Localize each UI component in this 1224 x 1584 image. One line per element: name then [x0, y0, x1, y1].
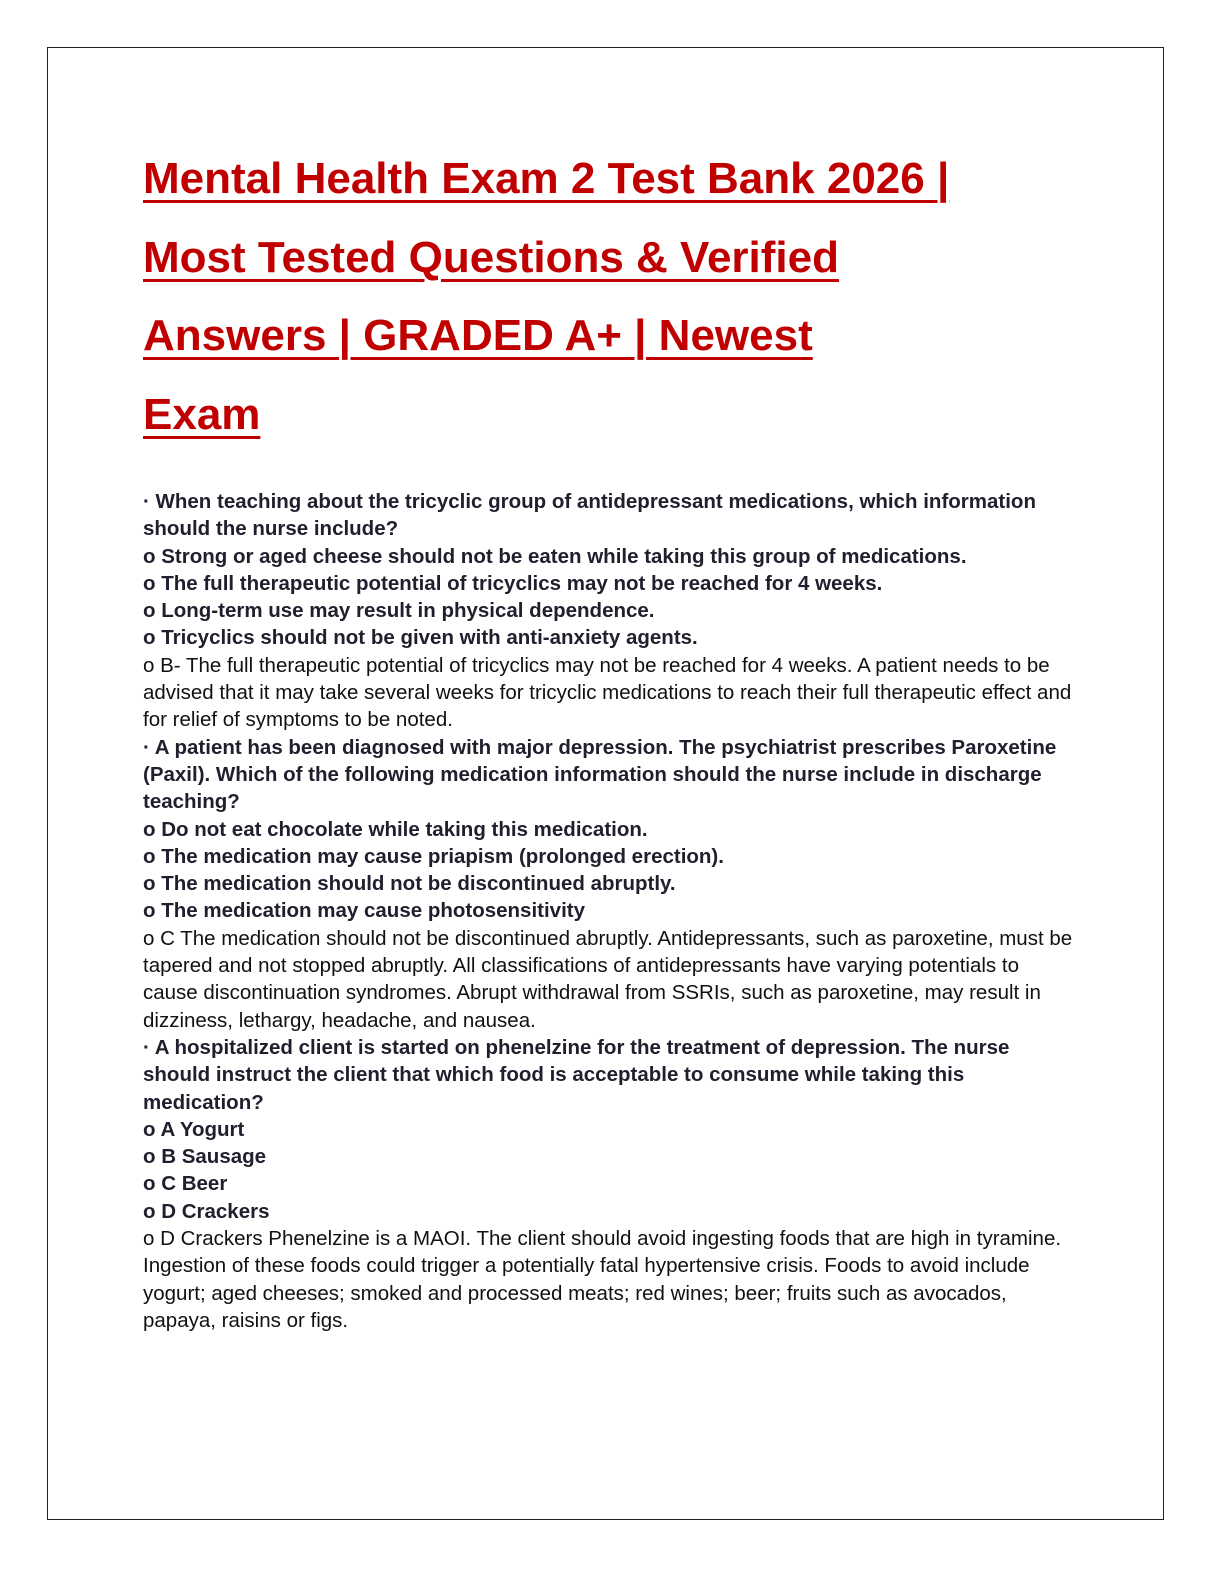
answer-option: o The medication should not be discontinued abruptly.: [143, 872, 676, 896]
answer-option: o Tricyclics should not be given with anti-anxiety agents.: [143, 626, 698, 650]
title-line: Mental Health Exam 2 Test Bank 2026 |: [143, 154, 950, 203]
question-text: · When teaching about the tricyclic group of antidepressant medications, which information should the nurse include?: [143, 490, 1036, 541]
answer-option: o The medication may cause photosensitivity: [143, 899, 586, 923]
answer-rationale: o C The medication should not be discontinued abruptly. Antidepressants, such as paroxetine, must be tapered and not stopped abruptly. All classifications of antidepressants have varying potentials to cause discontinuation syndromes. Abrupt withdrawal from SSRIs, such as paroxetine, may result in dizziness, lethargy, headache, and nausea.: [143, 926, 1073, 1032]
answer-option: o A Yogurt: [143, 1117, 245, 1141]
answer-option: o B Sausage: [143, 1145, 267, 1169]
answer-option: o The medication may cause priapism (prolonged erection).: [143, 844, 724, 868]
answer-option: o The full therapeutic potential of tricyclics may not be reached for 4 weeks.: [143, 571, 883, 595]
answer-option: o C Beer: [143, 1172, 228, 1196]
answer-rationale: o B- The full therapeutic potential of tricyclics may not be reached for 4 weeks. A patient needs to be advised that it may take several weeks for tricyclic medications to reach their full therapeutic effect and for relief of symptoms to be noted.: [143, 653, 1072, 732]
question-text: · A hospitalized client is started on phenelzine for the treatment of depression. The nurse should instruct the client that which food is acceptable to consume while taking this medication?: [143, 1035, 1010, 1114]
question-block-1: [143, 488, 1078, 734]
question-text: · A patient has been diagnosed with major depression. The psychiatrist prescribes Paroxetine (Paxil). Which of the following medication information should the nurse include in discharge teaching?: [143, 735, 1057, 814]
question-block-2: [143, 734, 1078, 1034]
title-line: Answers | GRADED A+ | Newest: [143, 311, 813, 360]
answer-option: o Do not eat chocolate while taking this medication.: [143, 817, 648, 841]
question-list: [143, 488, 1078, 1334]
question-block-3: [143, 1034, 1078, 1334]
answer-rationale: o D Crackers Phenelzine is a MAOI. The client should avoid ingesting foods that are high in tyramine. Ingestion of these foods could trigger a potentially fatal hypertensive crisis. Foods to avoid include yogurt; aged cheeses; smoked and processed meats; red wines; beer; fruits such as avocados, papaya, raisins or figs.: [143, 1227, 1062, 1332]
answer-option: o D Crackers: [143, 1199, 270, 1223]
title-line: Most Tested Questions & Verified: [143, 232, 839, 282]
answer-option: o Strong or aged cheese should not be eaten while taking this group of medications.: [143, 544, 967, 568]
answer-option: o Long-term use may result in physical dependence.: [143, 599, 655, 623]
title-line: Exam: [143, 389, 261, 439]
document-title: [143, 140, 1103, 454]
